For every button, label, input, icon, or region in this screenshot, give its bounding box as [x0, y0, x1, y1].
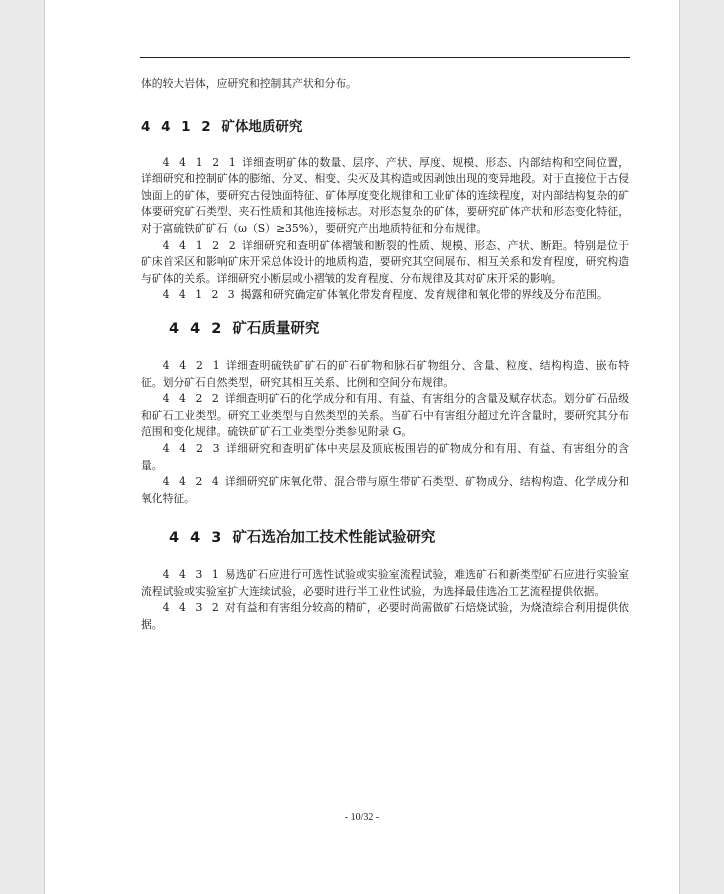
clause-number: 4 4 2 3 — [162, 441, 223, 455]
clause-text: 详细查明硫铁矿矿石的矿石矿物和脉石矿物组分、含量、粒度、结构构造、嵌布特征。划分矿石自然类型，研究其相互关系、比例和空间分布规律。 — [141, 358, 629, 389]
paragraph-4432 — [141, 600, 629, 633]
paragraph-4421 — [141, 358, 629, 391]
document-page — [44, 0, 680, 894]
paragraph-44123 — [141, 287, 629, 304]
paragraph-44122 — [141, 238, 629, 288]
section-number: 4 4 3 — [169, 530, 225, 547]
paragraph-4424 — [141, 474, 629, 507]
paragraph-4431 — [141, 567, 629, 600]
section-title: 矿体地质研究 — [221, 118, 303, 135]
clause-number: 4 4 2 1 — [162, 358, 223, 372]
section-heading-442 — [141, 318, 629, 340]
paragraph-4423 — [141, 441, 629, 474]
header-rule — [140, 57, 630, 58]
clause-number: 4 4 2 4 — [162, 475, 222, 489]
section-title: 矿石质量研究 — [232, 320, 320, 337]
paragraph-4422 — [141, 391, 629, 441]
clause-text: 详细查明矿石的化学成分和有用、有益、有害组分的含量及赋存状态。划分矿石品级和矿石工业类型。研究工业类型与自然类型的关系。当矿石中有害组分超过允许含量时，要研究其分布范围和变化规律。硫铁矿矿石工业类型分类参见附录 G。 — [141, 392, 630, 439]
clause-number: 4 4 3 2 — [162, 601, 222, 615]
clause-text: 对有益和有害组分较高的精矿，必要时尚需做矿石焙烧试验，为烧渣综合利用提供依据。 — [141, 601, 630, 632]
section-number: 4 4 1 2 — [141, 118, 214, 135]
clause-text: 详细研究和查明矿体褶皱和断裂的性质、规模、形态、产状、断距。特别是位于矿床首采区和影响矿床开采总体设计的地质构造，要研究其空间展布、相互关系和发育程度，研究构造与矿体的关系。详细研究小断层或小褶皱的发育程度、分布规律及其对矿床开采的影响。 — [141, 238, 630, 285]
clause-text: 详细查明矿体的数量、层序、产状、厚度、规模、形态、内部结构和空间位置，详细研究和控制矿体的膨缩、分叉、相变、尖灭及其构造或因剥蚀出现的变异地段。对于直接位于古侵蚀面上的矿体，要研究古侵蚀面特征、矿体厚度变化规律和工业矿体的连续程度，对内部结构复杂的矿体要研究矿石类型、夹石性质和其他连接标志。对形态复杂的矿体，要研究矿体产状和形态变化特征，对于富硫铁矿矿石（ω（S）≥35%），要研究产出地质特征和分布规律。 — [141, 155, 630, 235]
page-number: - 10/32 - — [344, 812, 380, 823]
clause-text: 详细研究矿床氧化带、混合带与原生带矿石类型、矿物成分、结构构造、化学成分和氧化特征。 — [141, 475, 630, 505]
intro-paragraph: 体的较大岩体，应研究和控制其产状和分布。 — [141, 77, 357, 90]
section-heading-443 — [141, 527, 629, 549]
clause-number: 4 4 3 1 — [162, 568, 222, 582]
clause-number: 4 4 1 2 3 — [162, 288, 238, 302]
clause-number: 4 4 1 2 1 — [162, 155, 239, 169]
section-number: 4 4 2 — [169, 320, 225, 337]
clause-text: 揭露和研究确定矿体氧化带发育程度、发育规律和氧化带的界线及分布范围。 — [240, 288, 608, 302]
section-title: 矿石选冶加工技术性能试验研究 — [232, 530, 436, 547]
paragraph-44121 — [141, 155, 629, 238]
page-content — [141, 76, 629, 634]
clause-text: 详细研究和查明矿体中夹层及顶底板围岩的矿物成分和有用、有益、有害组分的含量。 — [141, 441, 629, 472]
clause-text: 易选矿石应进行可选性试验或实验室流程试验，难选矿石和新类型矿石应进行实验室流程试验或实验室扩大连续试验，必要时进行半工业性试验，为选择最佳选冶工艺流程提供依据。 — [141, 568, 630, 598]
clause-number: 4 4 1 2 2 — [162, 238, 239, 252]
section-heading-4412 — [141, 117, 629, 137]
clause-number: 4 4 2 2 — [162, 392, 222, 406]
